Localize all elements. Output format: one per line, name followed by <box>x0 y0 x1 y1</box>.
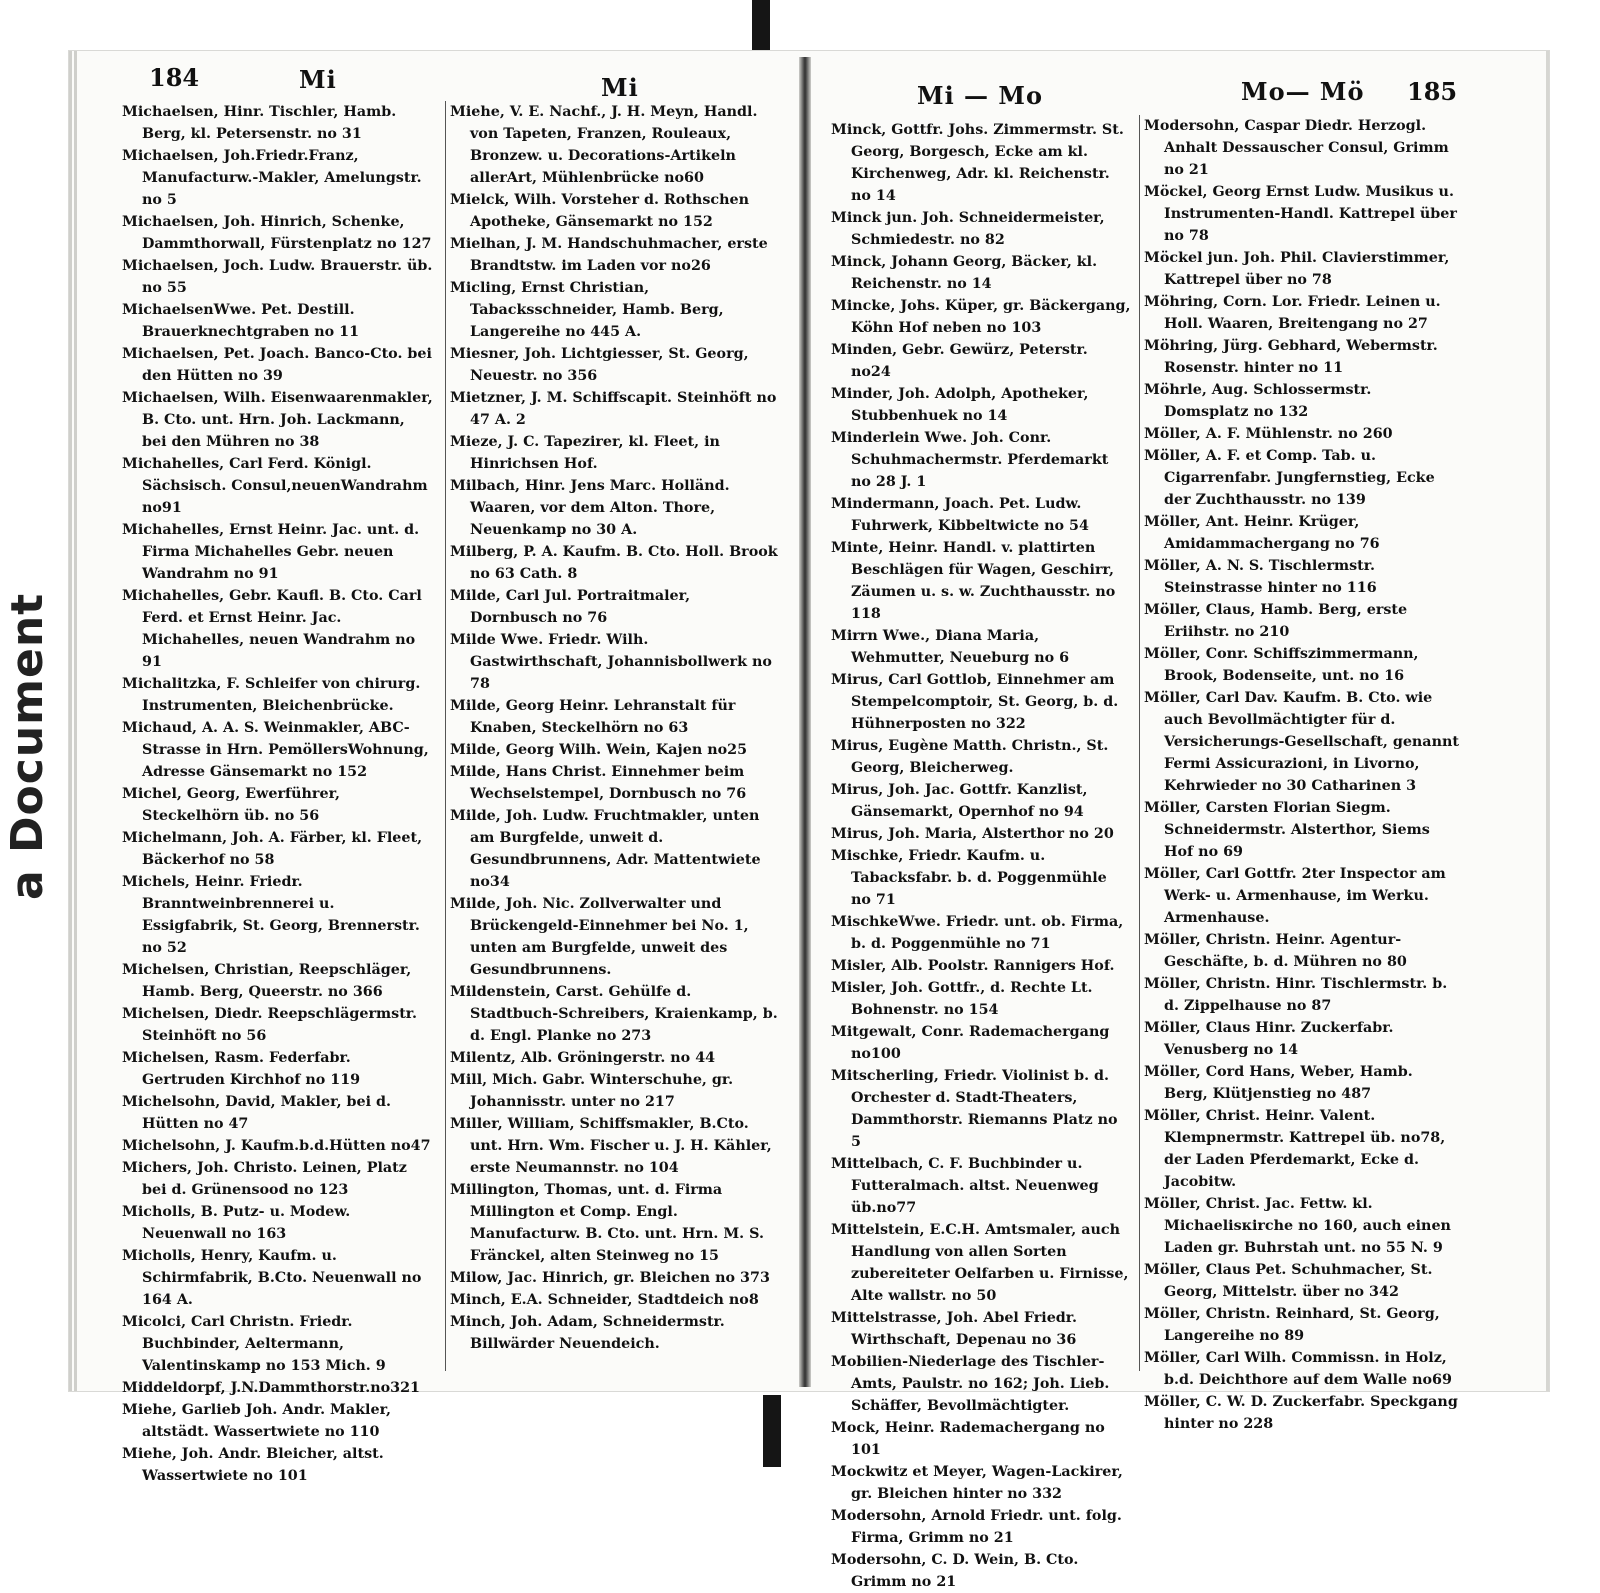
directory-entry: Minte, Heinr. Handl. v. plattirten Beschlägen für Wagen, Geschirr, Zäumen u. s. w. Zuchthausstr. no 118 <box>831 540 1116 622</box>
directory-entry: Milentz, Alb. Gröningerstr. no 44 <box>450 1050 716 1066</box>
left-column-2 <box>445 101 780 1371</box>
directory-entry: Minch, E.A. Schneider, Stadtdeich no8 <box>450 1292 759 1308</box>
directory-entry: Micholls, B. Putz- u. Modew. Neuenwall no 163 <box>122 1204 351 1242</box>
directory-entry: Minder, Joh. Adolph, Apotheker, Stubbenhuek no 14 <box>831 386 1089 424</box>
directory-entry: Mobilien-Niederlage des Tischler-Amts, Paulstr. no 162; Joh. Lieb. Schäffer, Bevollmächtigter. <box>831 1354 1110 1414</box>
directory-entry: Milde Wwe. Friedr. Wilh. Gastwirthschaft, Johannisbollwerk no 78 <box>450 632 772 692</box>
directory-entry: Miesner, Joh. Lichtgiesser, St. Georg, Neuestr. no 356 <box>450 346 749 384</box>
directory-entry: Mincke, Johs. Küper, gr. Bäckergang, Köhn Hof neben no 103 <box>831 298 1131 336</box>
directory-entry: Mock, Heinr. Rademachergang no 101 <box>831 1420 1105 1458</box>
directory-entry: Mielck, Wilh. Vorsteher d. Rothschen Apotheke, Gänsemarkt no 152 <box>450 192 749 230</box>
directory-entry: Michelsohn, J. Kaufm.b.d.Hütten no47 <box>122 1138 431 1154</box>
directory-entry: Mill, Mich. Gabr. Winterschuhe, gr. Johannisstr. unter no 217 <box>450 1072 734 1110</box>
directory-entry: Miehe, Joh. Andr. Bleicher, altst. Wassertwiete no 101 <box>122 1446 384 1484</box>
directory-entry: Möller, Carl Dav. Kaufm. B. Cto. wie auch Bevollmächtigter für d. Versicherungs-Gesellschaft, genannt Fermi Assicurazioni, in Livorno, Kehrwieder no 30 Catharinen 3 <box>1144 690 1459 794</box>
directory-entry: Möller, C. W. D. Zuckerfabr. Speckgang hinter no 228 <box>1144 1394 1458 1432</box>
left-page <box>69 51 807 1484</box>
directory-entry: Misler, Joh. Gottfr., d. Rechte Lt. Bohnenstr. no 154 <box>831 980 1093 1018</box>
directory-entry: Möller, Carl Gottfr. 2ter Inspector am Werk- u. Armenhause, im Werku. Armenhause. <box>1144 866 1446 926</box>
directory-entry: Michel, Georg, Ewerführer, Steckelhörn üb. no 56 <box>122 786 341 824</box>
directory-entry: Michaelsen, Hinr. Tischler, Hamb. Berg, kl. Petersenstr. no 31 <box>122 104 397 142</box>
directory-entry: Michels, Heinr. Friedr. Branntweinbrennerei u. Essigfabrik, St. Georg, Brennerstr. no 52 <box>122 874 420 956</box>
directory-entry: Misler, Alb. Poolstr. Rannigers Hof. <box>831 958 1115 974</box>
directory-entry: Michahelles, Ernst Heinr. Jac. unt. d. Firma Michahelles Gebr. neuen Wandrahm no 91 <box>122 522 420 582</box>
directory-entry: Mielhan, J. M. Handschuhmacher, erste Brandtstw. im Laden vor no26 <box>450 236 768 274</box>
directory-entry: Mitgewalt, Conr. Rademachergang no100 <box>831 1024 1110 1062</box>
directory-entry: Mittelbach, C. F. Buchbinder u. Futteralmach. altst. Neuenweg üb.no77 <box>831 1156 1099 1216</box>
directory-entry: Miehe, Garlieb Joh. Andr. Makler, altstädt. Wassertwiete no 110 <box>122 1402 392 1440</box>
directory-entry: Milbach, Hinr. Jens Marc. Holländ. Waaren, vor dem Alton. Thore, Neuenkamp no 30 A. <box>450 478 730 538</box>
side-label: a Document <box>2 592 53 900</box>
directory-entry: Mittelstein, E.C.H. Amtsmaler, auch Handlung von allen Sorten zubereiteter Oelfarben u. Firnisse, Alte wallstr. no 50 <box>831 1222 1129 1304</box>
directory-entry: Minch, Joh. Adam, Schneidermstr. Billwärder Neuendeich. <box>450 1314 725 1352</box>
header-left-a: Mi <box>299 65 337 94</box>
directory-entry: Mindermann, Joach. Pet. Ludw. Fuhrwerk, Kibbeltwicte no 54 <box>831 496 1089 534</box>
directory-entry: Möller, Christn. Hinr. Tischlermstr. b. d. Zippelhause no 87 <box>1144 976 1448 1014</box>
directory-entry: Mirus, Joh. Maria, Alsterthor no 20 <box>831 826 1114 842</box>
directory-entry: Milberg, P. A. Kaufm. B. Cto. Holl. Brook no 63 Cath. 8 <box>450 544 778 582</box>
right-column-1 <box>831 119 1131 1590</box>
directory-entry: Möller, Claus, Hamb. Berg, erste Eriihstr. no 210 <box>1144 602 1408 640</box>
directory-entry: Minck, Gottfr. Johs. Zimmermstr. St. Georg, Borgesch, Ecke am kl. Kirchenweg, Adr. kl. Reichenstr. no 14 <box>831 122 1124 204</box>
directory-entry: Michahelles, Carl Ferd. Königl. Sächsisch. Consul,neuenWandrahm no91 <box>122 456 428 516</box>
directory-entry: Möller, Ant. Heinr. Krüger, Amidammachergang no 76 <box>1144 514 1380 552</box>
directory-entry: Mittelstrasse, Joh. Abel Friedr. Wirthschaft, Depenau no 36 <box>831 1310 1077 1348</box>
directory-entry: Middeldorpf, J.N.Dammthorstr.no321 <box>122 1380 420 1396</box>
directory-entry: Möller, Conr. Schiffszimmermann, Brook, Bodenseite, unt. no 16 <box>1144 646 1419 684</box>
directory-entry: Michelsen, Christian, Reepschläger, Hamb. Berg, Queerstr. no 366 <box>122 962 412 1000</box>
directory-entry: Milde, Joh. Nic. Zollverwalter und Brückengeld-Einnehmer bei No. 1, unten am Burgfelde, unweit des Gesundbrunnens. <box>450 896 749 978</box>
directory-entry: Möller, Christn. Heinr. Agentur-Geschäfte, b. d. Mühren no 80 <box>1144 932 1407 970</box>
directory-entry: Möller, A. N. S. Tischlermstr. Steinstrasse hinter no 116 <box>1144 558 1377 596</box>
page-number-right: 185 <box>1407 77 1458 106</box>
directory-entry: Mitscherling, Friedr. Violinist b. d. Orchester d. Stadt-Theaters, Dammthorstr. Riemanns Platz no 5 <box>831 1068 1118 1150</box>
directory-entry: Möller, Cord Hans, Weber, Hamb. Berg, Klütjenstieg no 487 <box>1144 1064 1413 1102</box>
book-spread <box>68 50 1550 1590</box>
directory-entry: Michalitzka, F. Schleifer von chirurg. Instrumenten, Bleichenbrücke. <box>122 676 421 714</box>
right-page <box>809 51 1549 1590</box>
header-right-b: Mo— Mö <box>1241 77 1365 106</box>
directory-entry: Möhring, Jürg. Gebhard, Webermstr. Rosenstr. hinter no 11 <box>1144 338 1438 376</box>
directory-entry: Modersohn, Arnold Friedr. unt. folg. Firma, Grimm no 21 <box>831 1508 1122 1546</box>
directory-entry: Möller, Christn. Reinhard, St. Georg, Langereihe no 89 <box>1144 1306 1440 1344</box>
directory-entry: Mirus, Carl Gottlob, Einnehmer am Stempelcomptoir, St. Georg, b. d. Hühnerposten no 322 <box>831 672 1119 732</box>
directory-entry: Möller, Christ. Heinr. Valent. Klempnermstr. Kattrepel üb. no78, der Laden Pferdemarkt, Ecke d. Jacobitw. <box>1144 1108 1446 1190</box>
directory-entry: Miehe, V. E. Nachf., J. H. Meyn, Handl. von Tapeten, Franzen, Rouleaux, Bronzew. u. Decorations-Artikeln allerArt, Mühlenbrücke no60 <box>450 104 758 186</box>
directory-entry: Mieze, J. C. Tapezirer, kl. Fleet, in Hinrichsen Hof. <box>450 434 720 472</box>
header-left-b: Mi <box>601 73 639 102</box>
directory-entry: Micolci, Carl Christn. Friedr. Buchbinder, Aeltermann, Valentinskamp no 153 Mich. 9 <box>122 1314 386 1374</box>
directory-entry: Möhrle, Aug. Schlossermstr. Domsplatz no 132 <box>1144 382 1372 420</box>
directory-entry: MichaelsenWwe. Pet. Destill. Brauerknechtgraben no 11 <box>122 302 360 340</box>
page-number-left: 184 <box>149 63 200 92</box>
directory-entry: Milde, Carl Jul. Portraitmaler, Dornbusch no 76 <box>450 588 691 626</box>
directory-entry: Möller, Carsten Florian Siegm. Schneidermstr. Alsterthor, Siems Hof no 69 <box>1144 800 1430 860</box>
directory-entry: MischkeWwe. Friedr. unt. ob. Firma, b. d. Poggenmühle no 71 <box>831 914 1124 952</box>
directory-entry: Michaelsen, Wilh. Eisenwaarenmakler, B. Cto. unt. Hrn. Joh. Lackmann, bei den Mühren no 38 <box>122 390 433 450</box>
directory-entry: Möller, Claus Pet. Schuhmacher, St. Georg, Mittelstr. über no 342 <box>1144 1262 1433 1300</box>
directory-entry: Möller, Carl Wilh. Commissn. in Holz, b.d. Deichthore auf dem Walle no69 <box>1144 1350 1452 1388</box>
directory-entry: Milde, Georg Wilh. Wein, Kajen no25 <box>450 742 748 758</box>
directory-entry: Milde, Joh. Ludw. Fruchtmakler, unten am Burgfelde, unweit d. Gesundbrunnens, Adr. Mattentwiete no34 <box>450 808 761 890</box>
directory-entry: Minden, Gebr. Gewürz, Peterstr. no24 <box>831 342 1088 380</box>
directory-entry: Möller, A. F. et Comp. Tab. u. Cigarrenfabr. Jungfernstieg, Ecke der Zuchthausstr. no 139 <box>1144 448 1435 508</box>
right-column-2 <box>1139 115 1460 1432</box>
directory-entry: Möckel, Georg Ernst Ludw. Musikus u. Instrumenten-Handl. Kattrepel über no 78 <box>1144 184 1457 244</box>
directory-entry: Micling, Ernst Christian, Tabacksschneider, Hamb. Berg, Langereihe no 445 A. <box>450 280 724 340</box>
directory-entry: Miller, William, Schiffsmakler, B.Cto. unt. Hrn. Wm. Fischer u. J. H. Kähler, erste Neumannstr. no 104 <box>450 1116 772 1176</box>
directory-entry: Minderlein Wwe. Joh. Conr. Schuhmachermstr. Pferdemarkt no 28 J. 1 <box>831 430 1109 490</box>
directory-entry: Micholls, Henry, Kaufm. u. Schirmfabrik, B.Cto. Neuenwall no 164 A. <box>122 1248 422 1308</box>
directory-entry: Modersohn, C. D. Wein, B. Cto. Grimm no 21 <box>831 1552 1079 1590</box>
directory-entry: Michahelles, Gebr. Kaufl. B. Cto. Carl Ferd. et Ernst Heinr. Jac. Michahelles, neuen Wandrahm no 91 <box>122 588 422 670</box>
directory-entry: Millington, Thomas, unt. d. Firma Millington et Comp. Engl. Manufacturw. B. Cto. unt. Hrn. M. S. Fränckel, alten Steinweg no 15 <box>450 1182 764 1264</box>
directory-entry: Michaelsen, Joch. Ludw. Brauerstr. üb. no 55 <box>122 258 433 296</box>
directory-entry: Minck jun. Joh. Schneidermeister, Schmiedestr. no 82 <box>831 210 1105 248</box>
left-column-1 <box>122 101 434 1484</box>
directory-entry: Milow, Jac. Hinrich, gr. Bleichen no 373 <box>450 1270 770 1286</box>
directory-entry: Milde, Hans Christ. Einnehmer beim Wechselstempel, Dornbusch no 76 <box>450 764 747 802</box>
header-right-a: Mi — Mo <box>917 81 1043 110</box>
directory-entry: Möller, Claus Hinr. Zuckerfabr. Venusberg no 14 <box>1144 1020 1394 1058</box>
directory-entry: Michers, Joh. Christo. Leinen, Platz bei d. Grünensood no 123 <box>122 1160 407 1198</box>
directory-entry: Mischke, Friedr. Kaufm. u. Tabacksfabr. b. d. Poggenmühle no 71 <box>831 848 1107 908</box>
directory-entry: Möhring, Corn. Lor. Friedr. Leinen u. Holl. Waaren, Breitengang no 27 <box>1144 294 1441 332</box>
directory-entry: Michaelsen, Joh. Hinrich, Schenke, Dammthorwall, Fürstenplatz no 127 <box>122 214 432 252</box>
directory-entry: Mockwitz et Meyer, Wagen-Lackirer, gr. Bleichen hinter no 332 <box>831 1464 1123 1502</box>
directory-entry: Mirrn Wwe., Diana Maria, Wehmutter, Neueburg no 6 <box>831 628 1070 666</box>
directory-entry: Milde, Georg Heinr. Lehranstalt für Knaben, Steckelhörn no 63 <box>450 698 736 736</box>
directory-entry: Michelsen, Rasm. Federfabr. Gertruden Kirchhof no 119 <box>122 1050 361 1088</box>
bottom-black-bar <box>763 1395 781 1467</box>
directory-entry: Michaud, A. A. S. Weinmakler, ABC-Strasse in Hrn. PemöllersWohnung, Adresse Gänsemarkt no 152 <box>122 720 429 780</box>
directory-entry: Mirus, Joh. Jac. Gottfr. Kanzlist, Gänsemarkt, Opernhof no 94 <box>831 782 1088 820</box>
directory-entry: Mietzner, J. M. Schiffscapit. Steinhöft no 47 A. 2 <box>450 390 777 428</box>
directory-entry: Michaelsen, Joh.Friedr.Franz, Manufacturw.-Makler, Amelungstr. no 5 <box>122 148 422 208</box>
directory-entry: Mirus, Eugène Matth. Christn., St. Georg, Bleicherweg. <box>831 738 1109 776</box>
directory-entry: Michaelsen, Pet. Joach. Banco-Cto. bei den Hütten no 39 <box>122 346 432 384</box>
directory-entry: Michelsen, Diedr. Reepschlägermstr. Steinhöft no 56 <box>122 1006 417 1044</box>
directory-entry: Mildenstein, Carst. Gehülfe d. Stadtbuch-Schreibers, Kraienkamp, b. d. Engl. Planke no 273 <box>450 984 778 1044</box>
directory-entry: Möller, Christ. Jac. Fettw. kl. Michaelisкirche no 160, auch einen Laden gr. Buhrstah unt. no 55 N. 9 <box>1144 1196 1451 1256</box>
directory-entry: Minck, Johann Georg, Bäcker, kl. Reichenstr. no 14 <box>831 254 1098 292</box>
directory-entry: Möckel jun. Joh. Phil. Clavierstimmer, Kattrepel über no 78 <box>1144 250 1450 288</box>
directory-entry: Michelsohn, David, Makler, bei d. Hütten no 47 <box>122 1094 392 1132</box>
directory-entry: Modersohn, Caspar Diedr. Herzogl. Anhalt Dessauscher Consul, Grimm no 21 <box>1144 118 1449 178</box>
directory-entry: Michelmann, Joh. A. Färber, kl. Fleet, Bäckerhof no 58 <box>122 830 423 868</box>
directory-entry: Möller, A. F. Mühlenstr. no 260 <box>1144 426 1393 442</box>
